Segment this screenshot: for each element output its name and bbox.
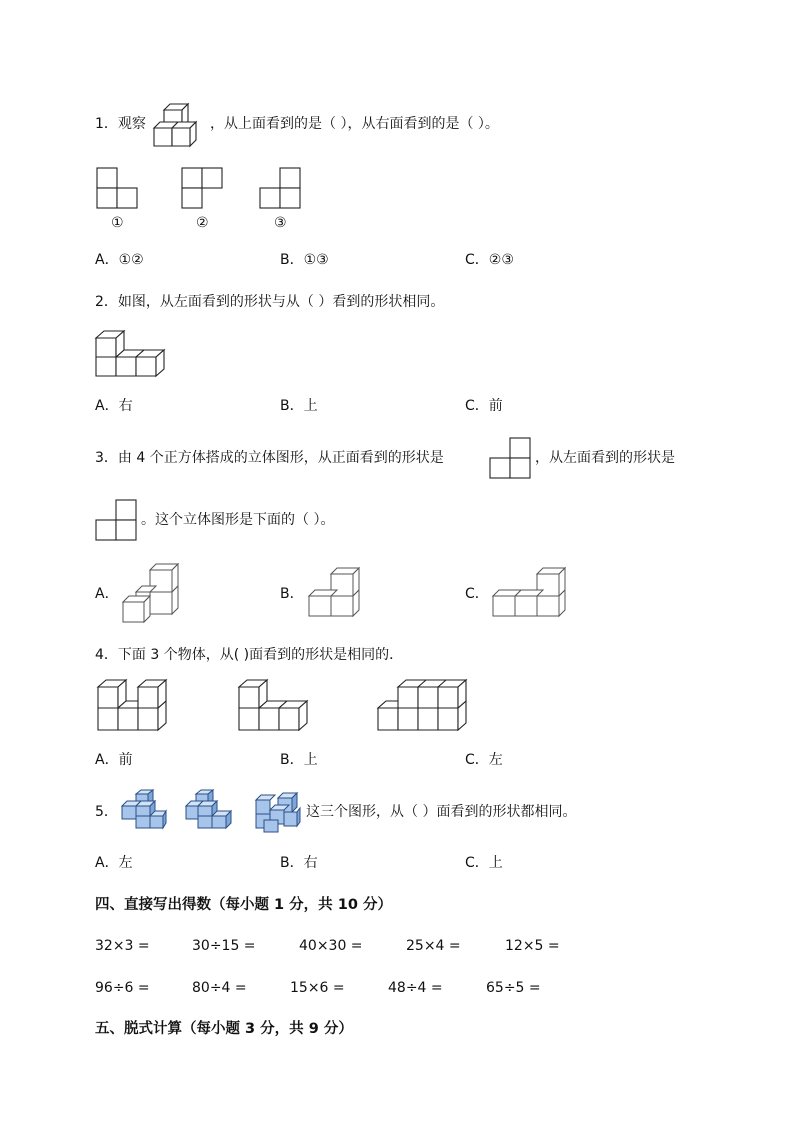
q5-prefix: 5． xyxy=(95,804,118,820)
calc-item: 30÷15 = xyxy=(192,938,256,954)
q4-object-2-figure xyxy=(237,680,313,734)
q3-text-c: 。这个立体图形是下面的（ ）。 xyxy=(141,512,335,528)
q4-option-a[interactable]: A．前 xyxy=(95,752,133,768)
q5-suffix: 这三个图形，从（ ）面看到的形状都相同。 xyxy=(306,804,577,820)
q4-object-3-figure xyxy=(376,680,472,734)
q3-front-view-shape xyxy=(489,437,533,481)
calc-item: 65÷5 = xyxy=(486,980,541,996)
q1-view-1-shape xyxy=(96,167,140,211)
q3-text-a: 3．由 4 个正方体搭成的立体图形，从正面看到的形状是 xyxy=(95,450,444,466)
q1-view-3-shape xyxy=(259,167,303,211)
q1-cube-figure xyxy=(150,100,208,152)
q3-option-a-figure xyxy=(120,562,186,626)
calc-item: 12×5 = xyxy=(505,938,560,954)
calc-item: 32×3 = xyxy=(95,938,150,954)
calc-item: 96÷6 = xyxy=(95,980,150,996)
q2-cube-figure xyxy=(94,332,172,380)
q3-option-a[interactable]: A． xyxy=(95,586,119,602)
q1-option-c[interactable]: C．②③ xyxy=(465,252,514,268)
q3-option-b-figure xyxy=(307,566,363,620)
q3-left-view-shape xyxy=(95,499,139,543)
q1-prefix: 1．观察 xyxy=(95,116,146,132)
q1-option-a[interactable]: A．①② xyxy=(95,252,144,268)
q4-option-c[interactable]: C．左 xyxy=(465,752,503,768)
q3-option-c-figure xyxy=(491,566,569,620)
q3-text-b: ，从左面看到的形状是 xyxy=(535,450,675,466)
q2-option-c[interactable]: C．前 xyxy=(465,398,503,414)
q1-view-label-2: ② xyxy=(196,215,209,231)
q4-object-1-figure xyxy=(96,680,172,734)
q4-option-b[interactable]: B．上 xyxy=(280,752,318,768)
q1-option-b[interactable]: B．①③ xyxy=(280,252,329,268)
q5-object-3-figure xyxy=(252,790,304,834)
q3-option-c[interactable]: C． xyxy=(465,586,489,602)
q1-suffix: ，从上面看到的是（ ），从右面看到的是（ ）。 xyxy=(210,116,499,132)
calc-item: 40×30 = xyxy=(299,938,363,954)
calc-item: 25×4 = xyxy=(406,938,461,954)
calc-item: 15×6 = xyxy=(290,980,345,996)
q5-object-1-figure xyxy=(118,790,168,832)
q2-option-b[interactable]: B．上 xyxy=(280,398,318,414)
q1-view-2-shape xyxy=(181,167,225,211)
q2-option-a[interactable]: A．右 xyxy=(95,398,133,414)
q5-option-c[interactable]: C．上 xyxy=(465,855,503,871)
q3-option-b[interactable]: B． xyxy=(280,586,304,602)
calc-item: 48÷4 = xyxy=(388,980,443,996)
calc-item: 80÷4 = xyxy=(192,980,247,996)
q1-view-label-3: ③ xyxy=(274,215,287,231)
q2-text: 2．如图，从左面看到的形状与从（ ）看到的形状相同。 xyxy=(95,294,445,310)
q5-object-2-figure xyxy=(184,790,234,832)
q1-view-label-1: ① xyxy=(111,215,124,231)
section-5-title: 五、脱式计算（每小题 3 分，共 9 分） xyxy=(95,1021,353,1037)
q5-option-a[interactable]: A．左 xyxy=(95,855,133,871)
section-4-title: 四、直接写出得数（每小题 1 分，共 10 分） xyxy=(95,897,392,913)
q5-option-b[interactable]: B．右 xyxy=(280,855,318,871)
q4-text: 4．下面 3 个物体，从( )面看到的形状是相同的． xyxy=(95,647,404,663)
